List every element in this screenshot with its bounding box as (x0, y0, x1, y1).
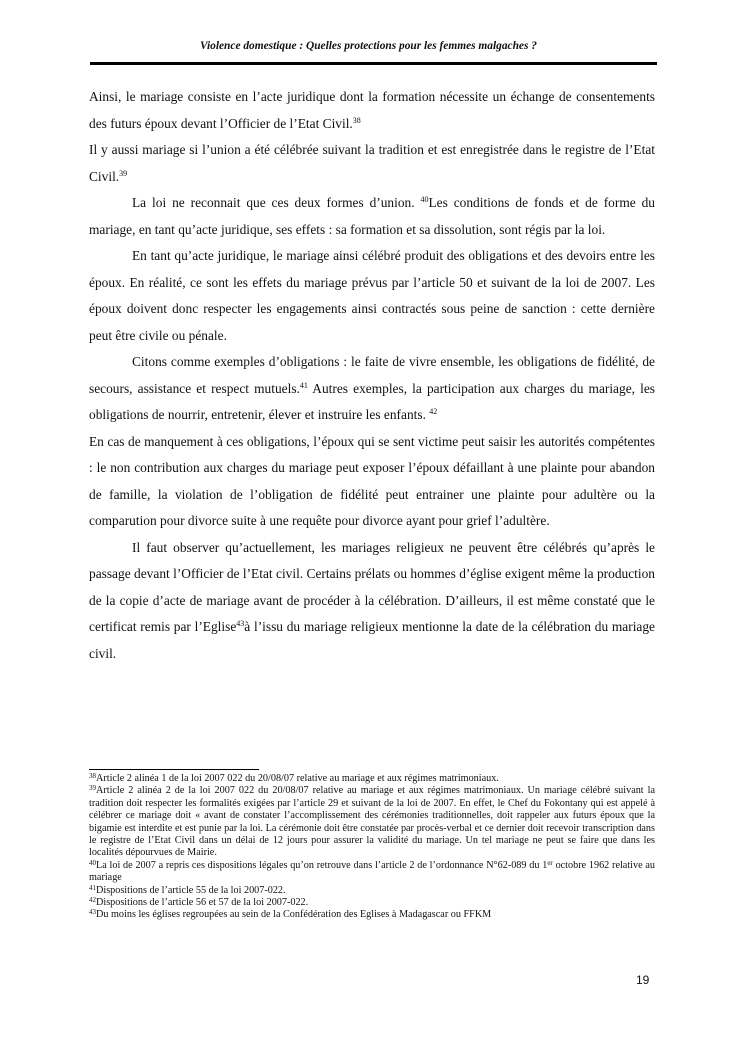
paragraph: Citons comme exemples d’obligations : le faite de vivre ensemble, les obligations de fidélité, de secours, assistance et respect mutuels.$^{41}$ Autres exemples, la participation aux charges du mariage, les obligations de nourrir, entretenir, élever et instruire les enfants. $^{42}$ (89, 354, 655, 422)
paragraph: Il y aussi mariage si l’union a été célébrée suivant la tradition et est enregistrée dans le registre de l’Etat Civil.$^{39}$ (89, 142, 655, 184)
footnotes (89, 773, 655, 922)
footnote: $^{40}$La loi de 2007 a repris ces dispositions légales qu’on retrouve dans l’article 2 de l’ordonnance N°62-089 du 1er octobre 1962 relative au mariage (89, 858, 655, 884)
header-rule (90, 62, 657, 65)
footnote: $^{42}$Dispositions de l’article 56 et 57 de la loi 2007-022. (89, 896, 309, 909)
paragraph: En tant qu’acte juridique, le mariage ainsi célébré produit des obligations et des devoirs entre les époux. En réalité, ce sont les effets du mariage prévus par l’article 50 et suivant de la loi de 2007. Les époux doivent donc respecter les engagements ainsi contractés sous peine de sanction : cette dernière peut être civile ou pénale. (89, 248, 655, 343)
footnote-ref[interactable]: 43 (236, 619, 245, 628)
footnote-ref[interactable]: 42 (429, 407, 438, 416)
paragraph: Ainsi, le mariage consiste en l’acte juridique dont la formation nécessite un échange de consentements des futurs époux devant l’Officier de l’Etat Civil.$^{38}$ (89, 89, 655, 131)
main-text (89, 84, 655, 667)
footnote-ref[interactable]: 40 (420, 195, 429, 204)
page-number: 19 (636, 973, 650, 987)
footnote: $^{38}$Article 2 alinéa 1 de la loi 2007 022 du 20/08/07 relative au mariage et aux régimes matrimoniaux. (89, 772, 499, 784)
running-header: Violence domestique : Quelles protections pour les femmes malgaches ? (200, 40, 537, 52)
paragraph: La loi ne reconnait que ces deux formes d’union. $^{40}$Les conditions de fonds et de forme du mariage, en tant qu’acte juridique, ses effets : sa formation et sa dissolution, sont régis par la loi. (89, 195, 655, 237)
footnote-ref[interactable]: 38 (352, 115, 361, 125)
footnote: $^{39}$Article 2 alinéa 2 de la loi 2007 022 du 20/08/07 relative au mariage et aux régimes matrimoniaux. Un mariage célébré suivant la tradition doit respecter les formalités exigées par l’article 29 et suivant de la loi de 2007. En effet, le Chef du Fokontany qui est appelé à célébrer ce mariage doit « avant de constater l’accomplissement des cérémonies traditionnelles, doit rappeler aux futurs époux que la bigamie est interdite et est punie par la loi. La cérémonie doit être constatée par procès-verbal et ce dernier doit recevoir transcription dans le registre de l’Etat Civil dans un délai de 12 jours pour assurer la validité du mariage. Un tel mariage ne peut se faire que dans les localités dépourvues de Mairie. (89, 784, 655, 859)
footnote-ref[interactable]: 41 (299, 380, 308, 390)
footnote-ref[interactable]: 39 (119, 168, 128, 178)
paragraph: Il faut observer qu’actuellement, les mariages religieux ne peuvent être célébrés qu’après le passage devant l’Officier de l’Etat civil. Certains prélats ou hommes d’église exigent même la production de la copie d’acte de mariage avant de procéder à la célébration. D’ailleurs, il est même constaté que le certificat remis par l’Eglise$^{43}$à l’issu du mariage religieux mentionne la date de la célébration du mariage civil. (89, 539, 655, 661)
footnote: $^{43}$Du moins les églises regroupées au sein de la Confédération des Eglises à Madagascar ou FFKM (89, 908, 492, 921)
footnote: $^{41}$Dispositions de l’article 55 de la loi 2007-022. (89, 883, 286, 896)
paragraph: En cas de manquement à ces obligations, l’époux qui se sent victime peut saisir les autorités compétentes : le non contribution aux charges du mariage peut exposer l’époux défaillant à une plainte pour abandon de famille, la violation de l’obligation de fidélité peut entrainer une plainte pour adultère ou la comparution pour divorce suite à une requête pour divorce ayant pour grief l’adultère. (89, 433, 655, 528)
footnote-separator (89, 769, 259, 770)
